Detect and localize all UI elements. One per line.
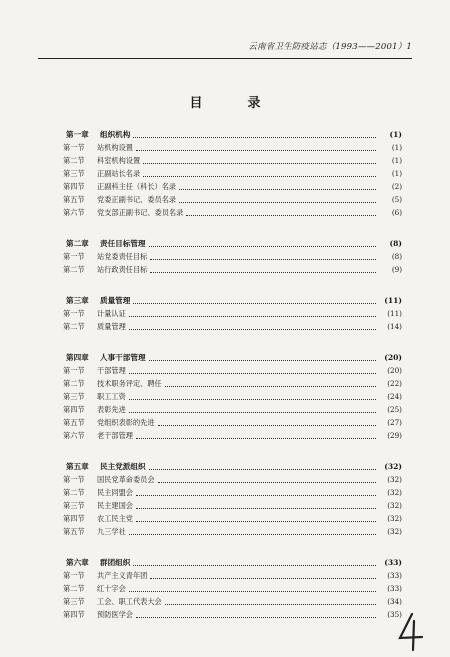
section-entry xyxy=(63,595,402,608)
chapter-entry-title: 责任目标管理 xyxy=(100,239,146,248)
section-entry-title: 科室机构设置 xyxy=(97,156,141,165)
dot-leader xyxy=(133,564,376,566)
dot-leader xyxy=(129,411,376,413)
section-entry-title: 站行政责任目标 xyxy=(97,265,148,274)
section-entry-page: (33) xyxy=(387,584,402,593)
header-rule xyxy=(38,58,412,59)
section-entry-number: 第二节 xyxy=(63,488,85,497)
dot-leader xyxy=(165,385,376,387)
section-entry xyxy=(63,250,402,263)
chapter-entry-number: 第四章 xyxy=(66,353,89,362)
section-entry xyxy=(63,307,402,320)
dot-leader xyxy=(133,136,376,138)
section-entry xyxy=(63,582,402,595)
toc-title: 目 录 xyxy=(189,96,277,111)
section-entry-number: 第一节 xyxy=(63,571,85,580)
dot-leader xyxy=(150,271,376,273)
dot-leader xyxy=(136,520,376,522)
section-entry-title: 老干部管理 xyxy=(97,431,133,440)
dot-leader xyxy=(129,315,376,317)
section-entry xyxy=(63,499,402,512)
section-entry xyxy=(63,525,402,538)
dot-leader xyxy=(133,302,376,304)
section-entry xyxy=(63,608,402,621)
section-entry-page: (5) xyxy=(391,195,402,204)
section-entry-page: (34) xyxy=(387,597,402,606)
section-entry-title: 农工民主党 xyxy=(97,514,133,523)
chapter-entry-page: (32) xyxy=(384,462,402,471)
chapter-entry xyxy=(66,460,402,473)
chapter-entry xyxy=(66,294,402,307)
dot-leader xyxy=(179,201,376,203)
section-entry xyxy=(63,320,402,333)
section-entry-title: 党委正副书记、委员名录 xyxy=(97,195,177,204)
section-entry-page: (1) xyxy=(391,156,402,165)
dot-leader xyxy=(158,424,376,426)
section-entry-page: (33) xyxy=(387,571,402,580)
section-entry xyxy=(63,429,402,442)
section-entry xyxy=(63,416,402,429)
chapter-group xyxy=(63,294,402,333)
chapter-entry-title: 民主党派组织 xyxy=(100,462,146,471)
section-entry-page: (11) xyxy=(387,309,402,318)
section-entry-number: 第一节 xyxy=(63,252,85,261)
section-entry-page: (1) xyxy=(391,169,402,178)
section-entry-title: 工会、职工代表大会 xyxy=(97,597,162,606)
dot-leader xyxy=(136,507,376,509)
section-entry-page: (22) xyxy=(387,379,402,388)
section-entry-number: 第一节 xyxy=(63,309,85,318)
section-entry-title: 预防医学会 xyxy=(97,610,133,619)
section-entry xyxy=(63,512,402,525)
section-entry-number: 第四节 xyxy=(63,514,85,523)
section-entry xyxy=(63,263,402,276)
section-entry-page: (27) xyxy=(387,418,402,427)
section-entry-page: (32) xyxy=(387,488,402,497)
chapter-entry-page: (33) xyxy=(384,558,402,567)
section-entry-number: 第五节 xyxy=(63,527,85,536)
dot-leader xyxy=(129,533,376,535)
dot-leader xyxy=(136,149,376,151)
chapter-entry-title: 组织机构 xyxy=(100,130,131,139)
dot-leader xyxy=(143,162,376,164)
section-entry-title: 质量管理 xyxy=(97,322,126,331)
section-entry xyxy=(63,377,402,390)
section-entry-page: (25) xyxy=(387,405,402,414)
handwritten-page-number-icon xyxy=(395,612,425,652)
section-entry-number: 第三节 xyxy=(63,169,85,178)
section-entry-title: 站党委责任目标 xyxy=(97,252,148,261)
section-entry-number: 第四节 xyxy=(63,405,85,414)
section-entry-title: 党组织表彰的先进 xyxy=(97,418,155,427)
section-entry xyxy=(63,364,402,377)
section-entry-title: 九三学社 xyxy=(97,527,126,536)
chapter-group xyxy=(63,128,402,219)
dot-leader xyxy=(150,258,376,260)
section-entry-title: 民主建国会 xyxy=(97,501,133,510)
section-entry-title: 国民党革命委员会 xyxy=(97,475,155,484)
dot-leader xyxy=(143,175,376,177)
section-entry-title: 干部管理 xyxy=(97,366,126,375)
chapter-group xyxy=(63,351,402,442)
chapter-entry xyxy=(66,128,402,141)
section-entry-page: (2) xyxy=(391,182,402,191)
section-entry xyxy=(63,473,402,486)
section-entry-number: 第一节 xyxy=(63,366,85,375)
section-entry-number: 第三节 xyxy=(63,501,85,510)
dot-leader xyxy=(149,245,376,247)
section-entry-number: 第二节 xyxy=(63,322,85,331)
section-entry-title: 正副科主任（科长）名录 xyxy=(97,182,177,191)
section-entry-number: 第四节 xyxy=(63,610,85,619)
dot-leader xyxy=(129,372,376,374)
chapter-entry-title: 人事干部管理 xyxy=(100,353,146,362)
chapter-entry xyxy=(66,556,402,569)
section-entry xyxy=(63,141,402,154)
chapter-entry-number: 第三章 xyxy=(66,296,89,305)
dot-leader xyxy=(149,468,376,470)
chapter-entry xyxy=(66,237,402,250)
section-entry-title: 红十字会 xyxy=(97,584,126,593)
dot-leader xyxy=(179,188,376,190)
section-entry-title: 共产主义青年团 xyxy=(97,571,148,580)
section-entry xyxy=(63,206,402,219)
chapter-entry-page: (20) xyxy=(384,353,402,362)
section-entry-title: 计量认证 xyxy=(97,309,126,318)
section-entry-title: 正副站长名录 xyxy=(97,169,141,178)
dot-leader xyxy=(136,616,376,618)
section-entry-number: 第二节 xyxy=(63,379,85,388)
section-entry-number: 第三节 xyxy=(63,597,85,606)
section-entry xyxy=(63,193,402,206)
chapter-entry-number: 第五章 xyxy=(66,462,89,471)
table-of-contents xyxy=(63,128,402,639)
section-entry-number: 第六节 xyxy=(63,208,85,217)
section-entry-number: 第二节 xyxy=(63,156,85,165)
section-entry-page: (8) xyxy=(391,252,402,261)
section-entry-number: 第四节 xyxy=(63,182,85,191)
chapter-entry-title: 质量管理 xyxy=(100,296,131,305)
dot-leader xyxy=(149,359,376,361)
chapter-entry xyxy=(66,351,402,364)
section-entry-page: (29) xyxy=(387,431,402,440)
section-entry-title: 党支部正副书记、委员名录 xyxy=(97,208,184,217)
chapter-entry-page: (11) xyxy=(384,296,402,305)
section-entry-number: 第二节 xyxy=(63,265,85,274)
dot-leader xyxy=(150,577,376,579)
dot-leader xyxy=(129,328,376,330)
section-entry-title: 民主同盟会 xyxy=(97,488,133,497)
section-entry-number: 第一节 xyxy=(63,475,85,484)
section-entry-number: 第五节 xyxy=(63,195,85,204)
chapter-entry-page: (8) xyxy=(389,239,402,248)
section-entry-page: (9) xyxy=(391,265,402,274)
dot-leader xyxy=(136,494,376,496)
section-entry xyxy=(63,403,402,416)
section-entry-title: 站机构设置 xyxy=(97,143,133,152)
running-header: 云南省卫生防疫站志（1993——2001）1 xyxy=(248,42,412,52)
section-entry-page: (24) xyxy=(387,392,402,401)
chapter-entry-number: 第一章 xyxy=(66,130,89,139)
section-entry-page: (20) xyxy=(387,366,402,375)
section-entry-page: (32) xyxy=(387,527,402,536)
section-entry-page: (32) xyxy=(387,475,402,484)
section-entry-number: 第五节 xyxy=(63,418,85,427)
section-entry-page: (32) xyxy=(387,514,402,523)
section-entry-page: (32) xyxy=(387,501,402,510)
dot-leader xyxy=(165,603,376,605)
section-entry-title: 技术职务评定、聘任 xyxy=(97,379,162,388)
dot-leader xyxy=(129,398,376,400)
chapter-group xyxy=(63,460,402,538)
section-entry-number: 第一节 xyxy=(63,143,85,152)
section-entry-page: (6) xyxy=(391,208,402,217)
section-entry-title: 表彰先进 xyxy=(97,405,126,414)
section-entry xyxy=(63,486,402,499)
section-entry xyxy=(63,569,402,582)
section-entry-page: (35) xyxy=(387,610,402,619)
chapter-entry-number: 第二章 xyxy=(66,239,89,248)
section-entry xyxy=(63,167,402,180)
section-entry-page: (14) xyxy=(387,322,402,331)
section-entry-title: 职工工资 xyxy=(97,392,126,401)
section-entry-number: 第三节 xyxy=(63,392,85,401)
dot-leader xyxy=(129,590,376,592)
dot-leader xyxy=(186,214,376,216)
section-entry xyxy=(63,180,402,193)
chapter-entry-page: (1) xyxy=(389,130,402,139)
dot-leader xyxy=(136,437,376,439)
section-entry-number: 第二节 xyxy=(63,584,85,593)
section-entry-number: 第六节 xyxy=(63,431,85,440)
dot-leader xyxy=(158,481,376,483)
section-entry xyxy=(63,154,402,167)
chapter-group xyxy=(63,237,402,276)
chapter-group xyxy=(63,556,402,621)
chapter-entry-title: 群团组织 xyxy=(100,558,131,567)
section-entry-page: (1) xyxy=(391,143,402,152)
chapter-entry-number: 第六章 xyxy=(66,558,89,567)
section-entry xyxy=(63,390,402,403)
